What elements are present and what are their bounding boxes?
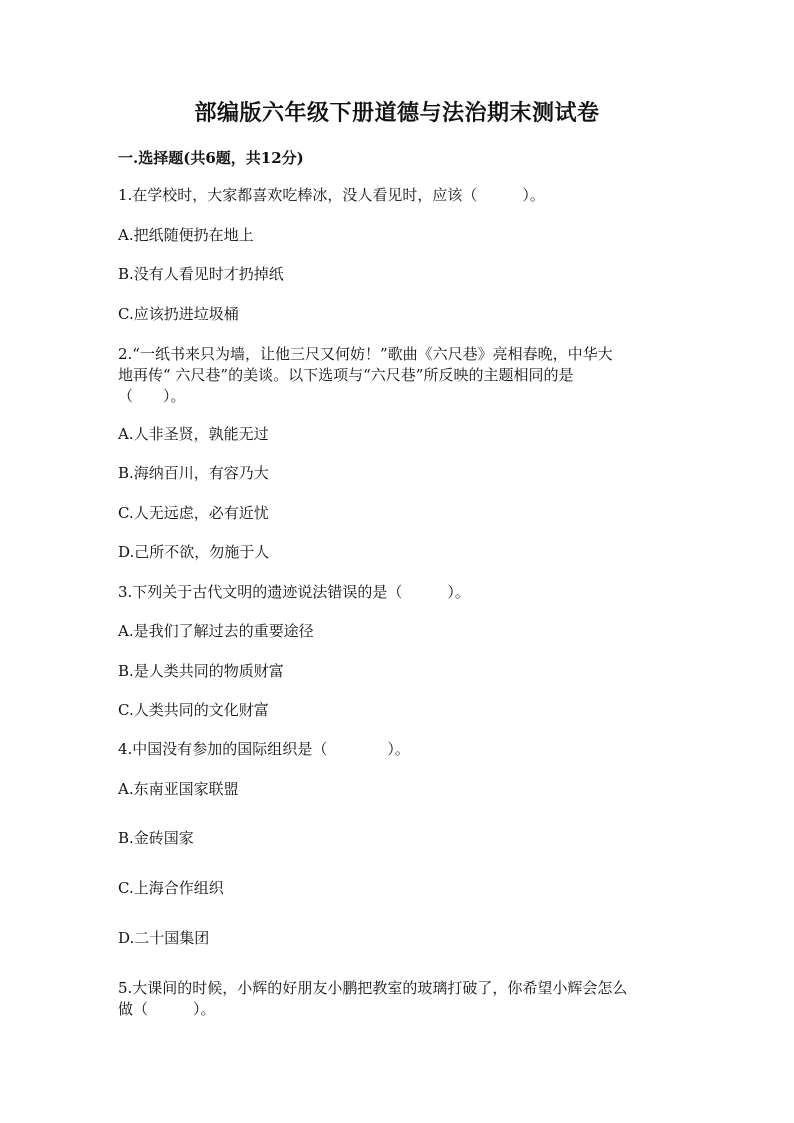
question-2-option-c: C.人无远虑，必有近忧 — [118, 504, 269, 522]
question-2-option-d: D.己所不欲，勿施于人 — [118, 543, 270, 561]
question-1-option-c: C.应该扔进垃圾桶 — [118, 305, 239, 323]
question-2-option-a: A.人非圣贤，孰能无过 — [118, 425, 269, 443]
question-2-option-b: B.海纳百川，有容乃大 — [118, 464, 269, 482]
question-2-stem-line-2: 地再传“ 六尺巷”的美谈。以下选项与“六尺巷”所反映的主题相同的是 — [118, 366, 574, 384]
question-2-stem-line-3: （ ）。 — [118, 387, 186, 405]
question-5-stem-line-2: 做（ ）。 — [118, 1000, 216, 1018]
section-heading: 一.选择题(共6题，共12分) — [118, 149, 304, 167]
question-4-option-c: C.上海合作组织 — [118, 879, 224, 897]
question-1-option-a: A.把纸随便扔在地上 — [118, 226, 254, 244]
question-4-option-d: D.二十国集团 — [118, 929, 210, 947]
question-3-option-b: B.是人类共同的物质财富 — [118, 662, 284, 680]
question-5-stem-line-1: 5.大课间的时候，小辉的好朋友小鹏把教室的玻璃打破了，你希望小辉会怎么 — [118, 979, 628, 997]
question-4-option-a: A.东南亚国家联盟 — [118, 780, 239, 798]
page-title: 部编版六年级下册道德与法治期末测试卷 — [194, 100, 600, 126]
question-2-stem-line-1: 2.“一纸书来只为墙，让他三尺又何妨！”歌曲《六尺巷》亮相春晚，中华大 — [118, 345, 613, 363]
question-3-option-a: A.是我们了解过去的重要途径 — [118, 622, 314, 640]
question-3-stem: 3.下列关于古代文明的遗迹说法错误的是（ ）。 — [118, 583, 470, 601]
question-3-option-c: C.人类共同的文化财富 — [118, 701, 269, 719]
question-4-option-b: B.金砖国家 — [118, 829, 194, 847]
question-1-option-b: B.没有人看见时才扔掉纸 — [118, 265, 284, 283]
question-1-stem: 1.在学校时，大家都喜欢吃棒冰，没人看见时，应该（ ）。 — [118, 186, 545, 204]
question-4-stem: 4.中国没有参加的国际组织是（ ）。 — [118, 740, 410, 758]
